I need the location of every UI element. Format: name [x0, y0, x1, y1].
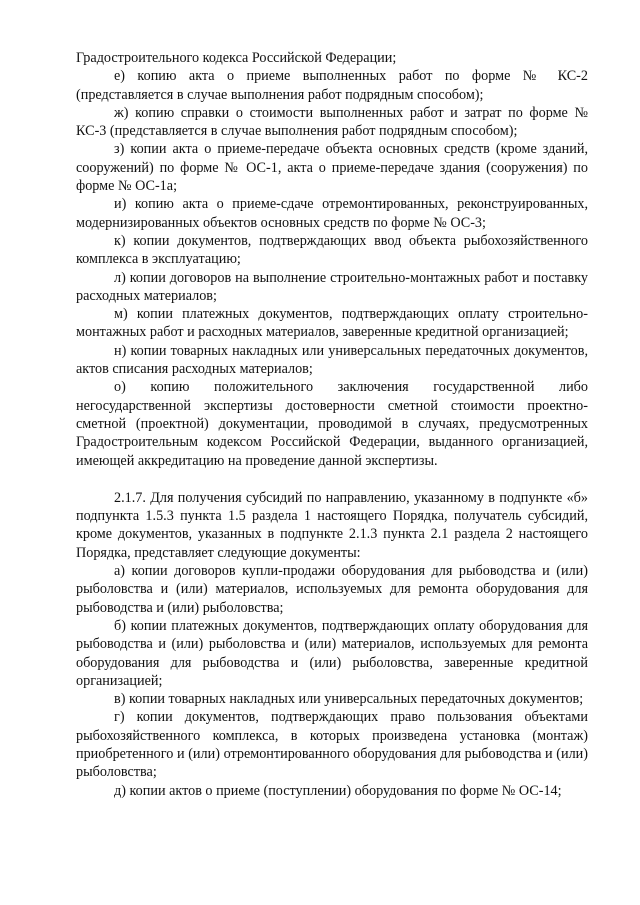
paragraph-item-i: и) копию акта о приеме-сдаче отремонтированных, реконструированных, модернизированных объектов основных средств по форме № ОС-3; — [76, 196, 588, 231]
paragraph-item-a: а) копии договоров купли-продажи оборудования для рыбоводства и (или) рыболовства и (или) материалов, используемых для ремонта оборудования для рыбоводства и (или) рыболовства; — [76, 563, 588, 616]
document-body — [76, 49, 588, 800]
paragraph-continuation: Градостроительного кодекса Российской Федерации; — [76, 50, 397, 66]
paragraph-item-e: е) копию акта о приеме выполненных работ по форме № КС-2 (представляется в случае выполнения работ подрядным способом); — [76, 68, 588, 103]
paragraph-item-m: м) копии платежных документов, подтверждающих оплату строительно-монтажных работ и расходных материалов, заверенные кредитной организацией; — [76, 306, 588, 341]
paragraph-item-g: г) копии документов, подтверждающих право пользования объектами рыбохозяйственного комплекса, в которых произведена установка (монтаж) приобретенного и (или) отремонтированного оборудования для рыбоводства и (или) рыболовства; — [76, 709, 588, 781]
paragraph-gap — [76, 470, 588, 489]
paragraph-item-d: д) копии актов о приеме (поступлении) оборудования по форме № ОС-14; — [114, 782, 562, 799]
paragraph-item-b: б) копии платежных документов, подтверждающих оплату оборудования для рыбоводства и (или) рыболовства и (или) материалов, используемых для ремонта оборудования для рыбоводства и (или) рыболовства, заверенные кредитной организацией; — [76, 617, 588, 689]
paragraph-item-zh: ж) копию справки о стоимости выполненных работ и затрат по форме № КС-3 (представляется в случае выполнения работ подрядным способом); — [76, 104, 588, 140]
paragraph-item-l: л) копии договоров на выполнение строительно-монтажных работ и поставку расходных материалов; — [76, 269, 588, 304]
paragraph-item-n: н) копии товарных накладных или универсальных передаточных документов, актов списания расходных материалов; — [76, 342, 588, 378]
paragraph-item-o: о) копию положительного заключения государственной либо негосударственной экспертизы достоверности сметной стоимости проектно-сметной (проектной) документации, проводимой в случаях, предусмотренных Градостроительным кодексом Российской Федерации, выданного организацией, имеющей аккредитацию на проведение данной экспертизы. — [76, 379, 588, 469]
paragraph-item-z: з) копии акта о приеме-передаче объекта основных средств (кроме зданий, сооружений) по форме № ОС-1, акта о приеме-передаче здания (сооружения) по форме № ОС-1а; — [76, 141, 588, 195]
paragraph-item-k: к) копии документов, подтверждающих ввод объекта рыбохозяйственного комплекса в эксплуатацию; — [76, 232, 588, 268]
paragraph-clause-2-1-7: 2.1.7. Для получения субсидий по направлению, указанному в подпункте «б» подпункта 1.5.3 пункта 1.5 раздела 1 настоящего Порядка, получатель субсидий, кроме документов, указанных в подпункте 2.1.3 пункта 2.1 раздела 2 настоящего Порядка, представляет следующие документы: — [76, 489, 588, 561]
paragraph-item-v: в) копии товарных накладных или универсальных передаточных документов; — [114, 691, 584, 708]
